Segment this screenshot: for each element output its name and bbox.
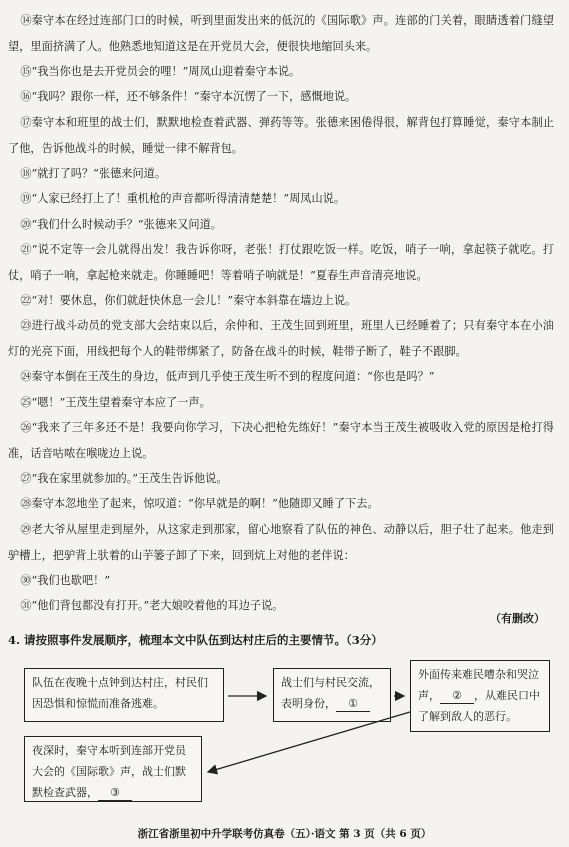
paragraph-17: ⑰秦守本和班里的战士们，默默地检查着武器、弹药等等。张德来困倦得很，解背包打算睡觉，秦守本制止了他，告诉他战斗的时候，睡觉一律不解背包。 — [8, 116, 554, 155]
answer-blank-2[interactable]: ② — [440, 688, 474, 704]
paragraph-25: ㉕“嗯！”王茂生望着秦守本应了一声。 — [20, 396, 211, 409]
plot-box-3-text-post: ，从难民口中了解到敌人的恶行。 — [418, 689, 540, 723]
plot-box-1-text: 队伍在夜晚十点钟到达村庄，村民们因恐惧和惊慌而准备逃难。 — [32, 676, 208, 710]
plot-box-2-text: 战士们与村民交流，表明身份， — [281, 676, 380, 710]
plot-box-3-text-pre: 外面传来难民嘈杂和哭泣声， — [418, 668, 539, 702]
paragraph-14: ⑭秦守本在经过连部门口的时候，听到里面发出来的低沉的《国际歌》声。连部的门关着，眼睛透着门缝望望，里面挤满了人。他熟悉地知道这是在开党员大会，便很快地缩回头来。 — [8, 14, 554, 53]
paragraph-28: ㉘秦守本忽地坐了起来，惊叹道：“你早就是的啊！”他随即又睡了下去。 — [20, 497, 379, 510]
paragraph-26: ㉖“我来了三年多还不是！我要向你学习，下决心把枪先练好！”秦守本当王茂生被吸收入党的原因是枪打得准，话音咕哝在喉咙边上说。 — [8, 421, 554, 460]
paragraph-15: ⑮“我当你也是去开党员会的哩！”周凤山迎着秦守本说。 — [20, 65, 301, 78]
paragraph-19: ⑲“人家已经打上了！重机枪的声音都听得清清楚楚！”周凤山说。 — [20, 192, 346, 205]
paragraph-18: ⑱“就打了吗？”张德来问道。 — [20, 167, 167, 180]
answer-blank-1[interactable]: ① — [336, 696, 370, 712]
paragraph-24: ㉔秦守本倒在王茂生的身边，低声到几乎使王茂生听不到的程度问道：“你也是吗？” — [20, 370, 435, 383]
paragraph-27: ㉗“我在家里就参加的。”王茂生告诉他说。 — [20, 472, 228, 485]
paragraph-29: ㉙老大爷从屋里走到屋外，从这家走到那家，留心地察看了队伍的神色、动静以后，胆子壮了起来。他走到驴槽上，把驴背上驮着的山芋篓子卸了下来，回到炕上对他的老伴说： — [8, 523, 554, 562]
plot-box-3 — [410, 660, 550, 732]
paragraph-22: ㉒“对！要休息，你们就赶快休息一会儿！”秦守本斜靠在墙边上说。 — [20, 294, 357, 307]
paragraph-30: ㉚“我们也歇吧！” — [20, 574, 111, 587]
plot-box-2 — [273, 668, 391, 722]
paragraph-21: ㉑“说不定等一会儿就得出发！我告诉你呀，老张！打仗跟吃饭一样。吃饭，哨子一响，拿起筷子就吃。打仗，哨子一响，拿起枪来就走。你睡睡吧！等着哨子响就是！”夏春生声音清亮地说。 — [8, 243, 554, 282]
paragraph-20: ⑳“我们什么时候动手？”张德来又问道。 — [20, 218, 222, 231]
paragraph-31: ㉛“他们背包都没有打开。”老大娘咬着他的耳边子说。 — [20, 599, 284, 612]
page-footer: 浙江省浙里初中升学联考仿真卷（五）·语文 第 3 页（共 6 页） — [137, 828, 432, 840]
paragraph-23: ㉓进行战斗动员的党支部大会结束以后，余仲和、王茂生回到班里，班里人已经睡着了；只有秦守本在小油灯的光亮下面，用线把每个人的鞋带绑紧了，防备在战斗的时候，鞋带子断了，鞋子不跟脚。 — [8, 319, 554, 358]
answer-blank-3[interactable]: ③ — [98, 785, 132, 801]
plot-box-1 — [24, 668, 224, 722]
plot-box-4 — [24, 736, 202, 802]
plot-box-4-text: 夜深时，秦守本听到连部开党员大会的《国际歌》声，战士们默默检查武器， — [32, 744, 186, 799]
question-4: 4. 请按照事件发展顺序，梳理本文中队伍到达村庄后的主要情节。（3分） — [8, 633, 383, 647]
edited-remark: （有删改） — [490, 612, 545, 625]
paragraph-16: ⑯“我吗？跟你一样，还不够条件！”秦守本沉愣了一下，感慨地说。 — [20, 90, 357, 103]
